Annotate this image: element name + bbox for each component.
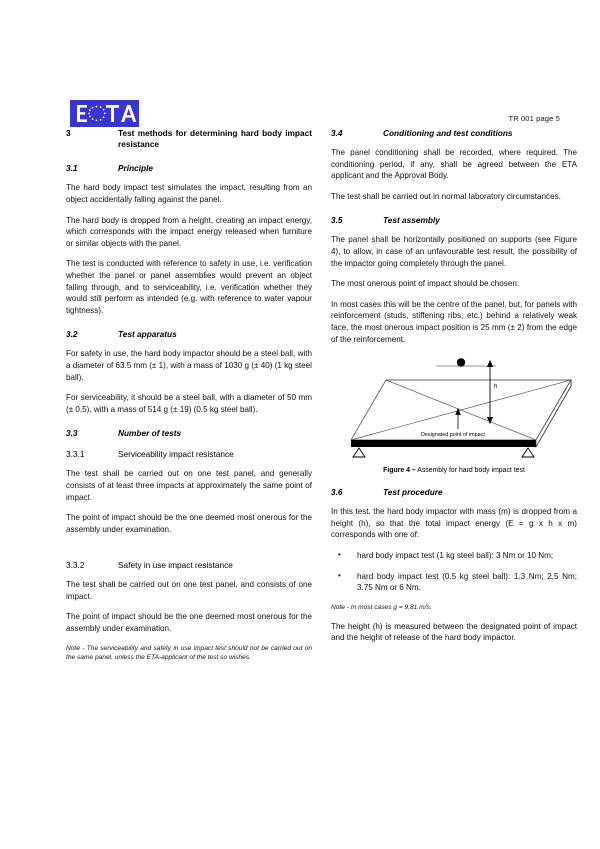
paragraph: The hard body impact test simulates the impact, resulting from an object accidentally falling against the panel. xyxy=(66,183,312,204)
paragraph: The test shall be carried out on one test panel, and generally consists of at least three impacts at approximately the same point of impact. xyxy=(66,469,312,502)
paragraph: The most onerous point of impact should be chosen. xyxy=(331,279,520,289)
paragraph: For serviceability, it should be a steel ball, with a diameter of 50 mm (± 0,5), with a mass of 514 g (± 19) (0.5 kg steel ball). xyxy=(66,393,312,414)
page-reference: TR 001 page 5 xyxy=(508,114,560,123)
right-column xyxy=(331,128,577,644)
bullet-list xyxy=(331,550,577,594)
heading-section-3-5 xyxy=(331,215,577,226)
heading-3-1-title: Principle xyxy=(118,163,154,174)
note-text: Note - The serviceability and safety in use impact test should not be carried out on the same panel, unless the ETA-applicant of the test so wishes. xyxy=(66,644,312,661)
paragraph: The hard body is dropped from a height, creating an impact energy, which corresponds with the impact energy released when furniture or similar objects with the panel. xyxy=(66,215,312,248)
heading-3-3-1-number: 3.3.1 xyxy=(66,449,85,460)
paragraph: The height (h) is measured between the designated point of impact and the height of release of the hard body impactor. xyxy=(331,621,577,643)
heading-3-3-title: Number of tests xyxy=(118,428,182,439)
paragraph: The point of impact should be the one deemed most onerous for the assembly under examination. xyxy=(66,612,312,634)
heading-section-3-6 xyxy=(331,487,577,498)
heading-3-4-title: Conditioning and test conditions xyxy=(383,128,513,138)
figure-impact-point-label: Designated point of impact xyxy=(421,432,485,439)
heading-section-3-4 xyxy=(331,128,577,139)
paragraph: The panel shall be horizontally positioned on supports (see Figure 4), to allow, in case of an unfavourable test result, the possibility of the impactor going completely through the panel. xyxy=(331,235,577,268)
heading-3-4-number: 3.4 xyxy=(331,128,343,138)
eota-logo xyxy=(70,100,139,127)
figure-h-label: h xyxy=(494,384,498,391)
support-left xyxy=(353,448,365,457)
support-right xyxy=(522,448,534,457)
paragraph: For safety in use, the hard body impactor should be a steel ball, with a diameter of 63.5 mm (± 1), with a mass of 1030 g (± 40) (1 kg steel ball). xyxy=(66,349,312,382)
heading-3-2-number: 3.2 xyxy=(66,329,78,340)
heading-3-5-title: Test assembly xyxy=(383,215,440,226)
panel-edge xyxy=(351,440,536,447)
heading-3-3-2-title: Safety in use impact resistance xyxy=(118,560,233,571)
figure-caption xyxy=(331,467,577,474)
heading-3-6-title: Test procedure xyxy=(383,487,443,498)
heading-section-3-1 xyxy=(66,163,312,174)
figure-caption-label: Figure 4 – xyxy=(383,467,416,475)
paragraph: In this test, the hard body impactor with mass (m) is dropped from a height (h), so that the total impact energy (E = g x h x m) corresponds with one of: xyxy=(331,507,577,540)
heading-3-6-number: 3.6 xyxy=(331,487,343,498)
heading-3-title: Test methods for determining hard body impact resistance xyxy=(118,128,312,150)
figure-caption-text: Assembly for hard body impact test xyxy=(415,467,525,475)
heading-3-2-title: Test apparatus xyxy=(118,329,177,340)
paragraph: The test shall be carried out in normal laboratory circumstances. xyxy=(331,191,561,201)
paragraph: The point of impact should be the one deemed most onerous for the assembly under examination. xyxy=(66,513,312,534)
heading-3-5-number: 3.5 xyxy=(331,215,343,226)
left-column xyxy=(66,128,312,662)
heading-section-3-3-2 xyxy=(66,560,312,571)
heading-section-3-3 xyxy=(66,428,312,439)
heading-3-number: 3 xyxy=(66,128,71,138)
list-item: • hard body impact test (1 kg steel ball): 3 Nm or 10 Nm; xyxy=(331,550,577,562)
heading-section-3-3-1 xyxy=(66,449,312,460)
paragraph: In most cases this will be the centre of the panel, but, for panels with reinforcement (studs, stiffening ribs, etc.) behind a relatively weak face, the most onerous impact position is 25 mm (± 2) from the edge of the reinforcement. xyxy=(331,299,577,344)
paragraph: The test is conducted with reference to safety in use, i.e. verification whether the panel or panel assemblies would prevent an object falling through, and to serviceability, i.e. verification whether they would still perform as intended (e.g. with reference to water vapour tightness). xyxy=(66,259,312,315)
heading-3-3-number: 3.3 xyxy=(66,428,78,439)
spacer xyxy=(66,544,312,550)
paragraph: The test shall be carried out on one test panel, and consists of one impact. xyxy=(66,580,312,601)
paragraph: The panel conditioning shall be recorded, where required. The conditioning period, if any, shall be agreed between the ETA applicant and the Approval Body. xyxy=(331,148,577,181)
note-text: Note - In most cases g = 9,81 m/s. xyxy=(331,603,432,611)
heading-section-3-2 xyxy=(66,329,312,340)
figure-4 xyxy=(331,357,577,474)
heading-3-3-2-number: 3.3.2 xyxy=(66,560,85,571)
heading-3-1-number: 3.1 xyxy=(66,163,78,174)
heading-section-3 xyxy=(66,128,312,150)
list-item: • hard body impact test (0.5 kg steel ball): 1.3 Nm; 2.5 Nm; 3.75 Nm or 6 Nm. xyxy=(331,571,577,594)
heading-3-3-1-title: Serviceability impact resistance xyxy=(118,449,234,460)
impactor-ball xyxy=(457,358,465,366)
